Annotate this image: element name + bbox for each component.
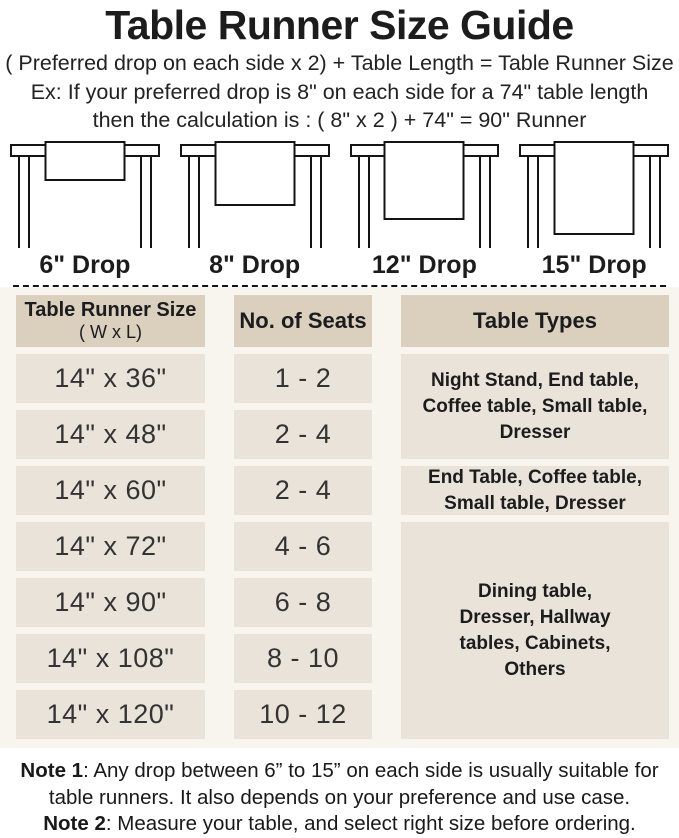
table-row-size: 14" x 36" xyxy=(16,354,205,403)
notes-section xyxy=(0,748,679,838)
runner-shape xyxy=(44,141,125,181)
drop-label-8in: 8" Drop xyxy=(209,251,301,279)
table-leg-right xyxy=(310,156,322,248)
page-title: Table Runner Size Guide xyxy=(105,2,574,48)
table-row-seats: 6 - 8 xyxy=(234,578,372,627)
table-leg-left xyxy=(358,156,370,248)
table-leg-left xyxy=(18,156,30,248)
note-2 xyxy=(8,811,671,838)
note-1 xyxy=(8,758,671,811)
note-2-label: Note 2 xyxy=(43,812,106,835)
example-line-1: Ex: If your preferred drop is 8" on each side for a 74" table length xyxy=(30,80,649,104)
table-row-size: 14" x 72" xyxy=(16,522,205,571)
note-1-text: : Any drop between 6” to 15” on each side is usually suitable for table runners. It also depends on your preference and use case. xyxy=(48,759,659,809)
table-types-large: Dining table, Dresser, Hallway tables, Cabinets, Others xyxy=(401,522,669,739)
runner-shape xyxy=(384,141,465,220)
table-types-medium: End Table, Coffee table, Small table, Dresser xyxy=(401,466,669,515)
table-leg-right xyxy=(479,156,491,248)
table-diagram-12in xyxy=(340,137,510,248)
table-row-size: 14" x 60" xyxy=(16,466,205,515)
note-1-label: Note 1 xyxy=(20,759,84,782)
table-row-size: 14" x 90" xyxy=(16,578,205,627)
table-leg-left xyxy=(188,156,200,248)
size-table xyxy=(16,295,679,739)
runner-shape xyxy=(214,141,295,206)
table-types-small: Night Stand, End table, Coffee table, Small table, Dresser xyxy=(401,354,669,459)
table-row-seats: 8 - 10 xyxy=(234,634,372,683)
table-leg-right xyxy=(649,156,661,248)
header-table-types: Table Types xyxy=(401,295,669,347)
table-diagram-8in xyxy=(170,137,340,248)
drop-diagrams xyxy=(0,137,679,248)
table-row-size: 14" x 120" xyxy=(16,690,205,739)
table-row-seats: 10 - 12 xyxy=(234,690,372,739)
header-seats: No. of Seats xyxy=(234,295,372,347)
table-row-seats: 2 - 4 xyxy=(234,466,372,515)
example-line-2: then the calculation is : ( 8" x 2 ) + 74" = 90" Runner xyxy=(92,108,587,132)
size-table-section xyxy=(0,287,679,748)
table-row-size: 14" x 108" xyxy=(16,634,205,683)
table-diagram-6in xyxy=(0,137,170,248)
drop-label-15in: 15" Drop xyxy=(541,251,647,279)
table-row-seats: 4 - 6 xyxy=(234,522,372,571)
note-2-text: : Measure your table, and select right size before ordering. xyxy=(105,812,636,835)
table-leg-right xyxy=(140,156,152,248)
runner-shape xyxy=(554,141,635,235)
table-row-size: 14" x 48" xyxy=(16,410,205,459)
table-row-seats: 2 - 4 xyxy=(234,410,372,459)
drop-label-6in: 6" Drop xyxy=(39,251,131,279)
table-row-seats: 1 - 2 xyxy=(234,354,372,403)
header-runner-size xyxy=(16,295,205,347)
table-leg-left xyxy=(527,156,539,248)
header-runner-size-title: Table Runner Size xyxy=(24,299,197,321)
header-runner-size-subtitle: ( W x L) xyxy=(79,322,142,342)
table-diagram-15in xyxy=(509,137,679,248)
drop-label-12in: 12" Drop xyxy=(371,251,477,279)
drop-labels-row xyxy=(0,250,679,280)
formula-text: ( Preferred drop on each side x 2) + Table Length = Table Runner Size xyxy=(5,51,674,75)
